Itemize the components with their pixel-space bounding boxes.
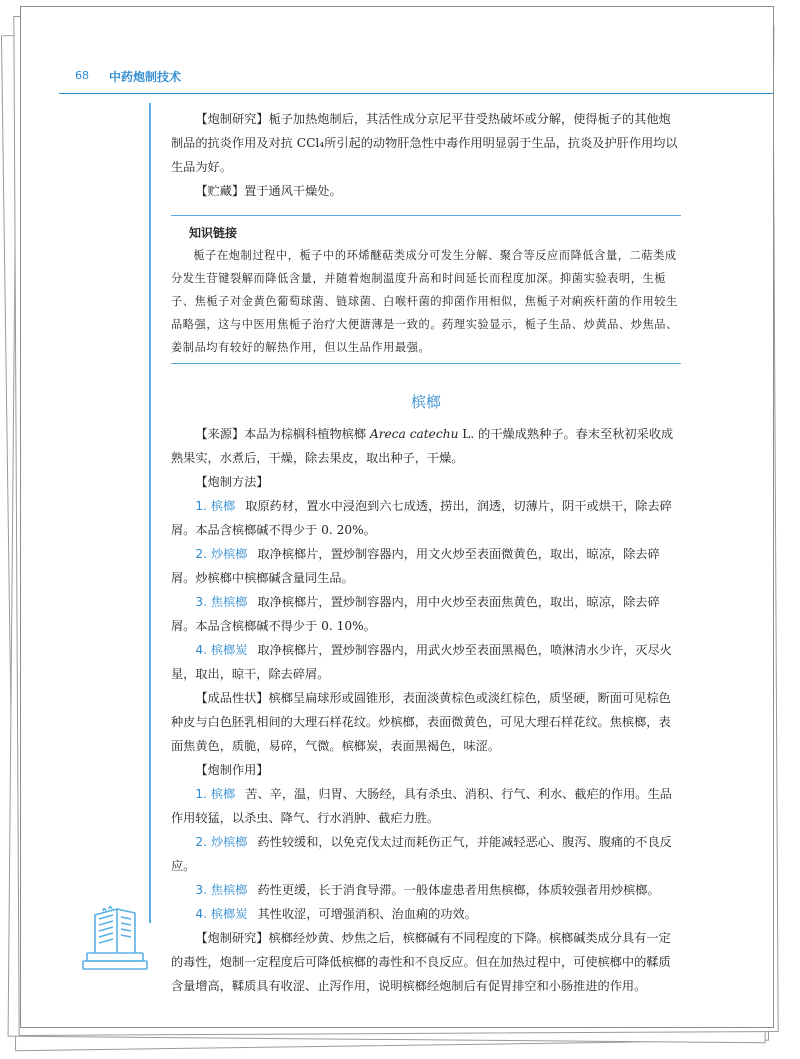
section-title: 槟榔 bbox=[410, 393, 441, 411]
knowledge-box-title: 知识链接 bbox=[189, 226, 238, 240]
effect-text: 药性较缓和，以免克伐太过而耗伤正气，并能减轻恶心、腹泻、腹痛的不良反应。 bbox=[171, 835, 672, 873]
running-header-title: 中药炮制技术 bbox=[109, 70, 182, 84]
latin-name: Areca catechu bbox=[369, 427, 459, 441]
method-name: 槟榔炭 bbox=[210, 643, 248, 657]
knowledge-link-box bbox=[171, 215, 681, 364]
effect-name: 焦槟榔 bbox=[210, 883, 248, 897]
source-text-pre: 【来源】本品为棕榈科植物槟榔 bbox=[195, 427, 370, 441]
effect-name: 炒槟榔 bbox=[210, 835, 248, 849]
method-number: 3. bbox=[195, 595, 211, 609]
effect-item bbox=[171, 830, 681, 878]
storage-paragraph: 【贮藏】置于通风干燥处。 bbox=[195, 184, 342, 198]
method-number: 1. bbox=[195, 499, 211, 513]
page-number: 68 bbox=[75, 69, 89, 82]
method-number: 2. bbox=[195, 547, 211, 561]
effect-text: 药性更缓，长于消食导滞。一般体虚患者用焦槟榔，体质较强者用炒槟榔。 bbox=[257, 883, 660, 897]
books-icon bbox=[73, 903, 157, 973]
section-research-paragraph: 【炮制研究】槟榔经炒黄、炒焦之后，槟榔碱有不同程度的下降。槟榔碱类成分具有一定的毒性，炮制一定程度后可降低槟榔的毒性和不良反应。但在加热过程中，可使槟榔中的鞣质含量增高，鞣质具有收涩、止泻作用，说明槟榔经炮制后有促胃排空和小肠推进的作用。 bbox=[171, 931, 671, 993]
method-item bbox=[171, 638, 681, 686]
effect-number: 1. bbox=[195, 787, 211, 801]
effect-number: 2. bbox=[195, 835, 211, 849]
effect-name: 槟榔炭 bbox=[210, 907, 248, 921]
method-text: 取原药材，置水中浸泡到六七成透，捞出，润透，切薄片，阴干或烘干，除去碎屑。本品含槟榔碱不得少于 0. 20%。 bbox=[171, 499, 672, 537]
effect-name: 槟榔 bbox=[210, 787, 236, 801]
intro-research-paragraph: 【炮制研究】栀子加热炮制后，其活性成分京尼平苷受热破坏或分解，使得栀子的其他炮制品的抗炎作用及对抗 CCl₄所引起的动物肝急性中毒作用明显弱于生品，抗炎及护肝作用均以生品为好。 bbox=[171, 112, 678, 174]
effect-number: 3. bbox=[195, 883, 211, 897]
method-item bbox=[171, 494, 681, 542]
header-rule bbox=[59, 93, 774, 94]
method-name: 槟榔 bbox=[210, 499, 236, 513]
effect-text: 其性收涩，可增强消积、治血痢的功效。 bbox=[257, 907, 477, 921]
method-name: 炒槟榔 bbox=[210, 547, 248, 561]
method-text: 取净槟榔片，置炒制容器内，用文火炒至表面微黄色，取出，晾凉，除去碎屑。炒槟榔中槟榔碱含量同生品。 bbox=[171, 547, 660, 585]
effects-heading: 【炮制作用】 bbox=[195, 763, 269, 777]
effect-text: 苦、辛，温，归胃、大肠经，具有杀虫、消积、行气、利水、截疟的作用。生品作用较猛，以杀虫、降气、行水消肿、截疟力胜。 bbox=[171, 787, 672, 825]
page-content bbox=[171, 107, 681, 998]
margin-bar bbox=[149, 103, 151, 923]
knowledge-box-text: 栀子在炮制过程中，栀子中的环烯醚萜类成分可发生分解、聚合等反应而降低含量，二萜类成分发生苷键裂解而降低含量，并随着炮制温度升高和时间延长而程度加深。抑菌实验表明，生栀子、焦栀子对金黄色葡萄球菌、链球菌、白喉杆菌的抑菌作用相似，焦栀子对痢疾杆菌的作用较生品略强，这与中医用焦栀子治疗大便溏薄是一致的。药理实验显示，栀子生品、炒黄品、炒焦品、姜制品均有较好的解热作用，但以生品作用最强。 bbox=[171, 249, 678, 354]
method-item bbox=[171, 590, 681, 638]
effect-item bbox=[171, 878, 681, 902]
method-text: 取净槟榔片，置炒制容器内，用中火炒至表面焦黄色，取出，晾凉，除去碎屑。本品含槟榔碱不得少于 0. 10%。 bbox=[171, 595, 660, 633]
method-item bbox=[171, 542, 681, 590]
source-paragraph bbox=[171, 422, 681, 470]
method-name: 焦槟榔 bbox=[210, 595, 248, 609]
method-text: 取净槟榔片，置炒制容器内，用武火炒至表面黑褐色，喷淋清水少许，灭尽火星，取出，晾干，除去碎屑。 bbox=[171, 643, 672, 681]
effect-item bbox=[171, 782, 681, 830]
effect-number: 4. bbox=[195, 907, 211, 921]
method-number: 4. bbox=[195, 643, 211, 657]
source-text-post: L. 的干燥成熟种子。春末至秋初采收成熟果实，水煮后，干燥，除去果皮，取出种子，干燥。 bbox=[171, 427, 674, 465]
effect-item bbox=[171, 902, 681, 926]
traits-paragraph: 【成品性状】槟榔呈扁球形或圆锥形，表面淡黄棕色或淡红棕色，质坚硬，断面可见棕色种皮与白色胚乳相间的大理石样花纹。炒槟榔，表面微黄色，可见大理石样花纹。焦槟榔，表面焦黄色，质脆，易碎，气微。槟榔炭，表面黑褐色，味涩。 bbox=[171, 691, 671, 753]
methods-heading: 【炮制方法】 bbox=[195, 475, 269, 489]
book-page bbox=[20, 6, 774, 1028]
